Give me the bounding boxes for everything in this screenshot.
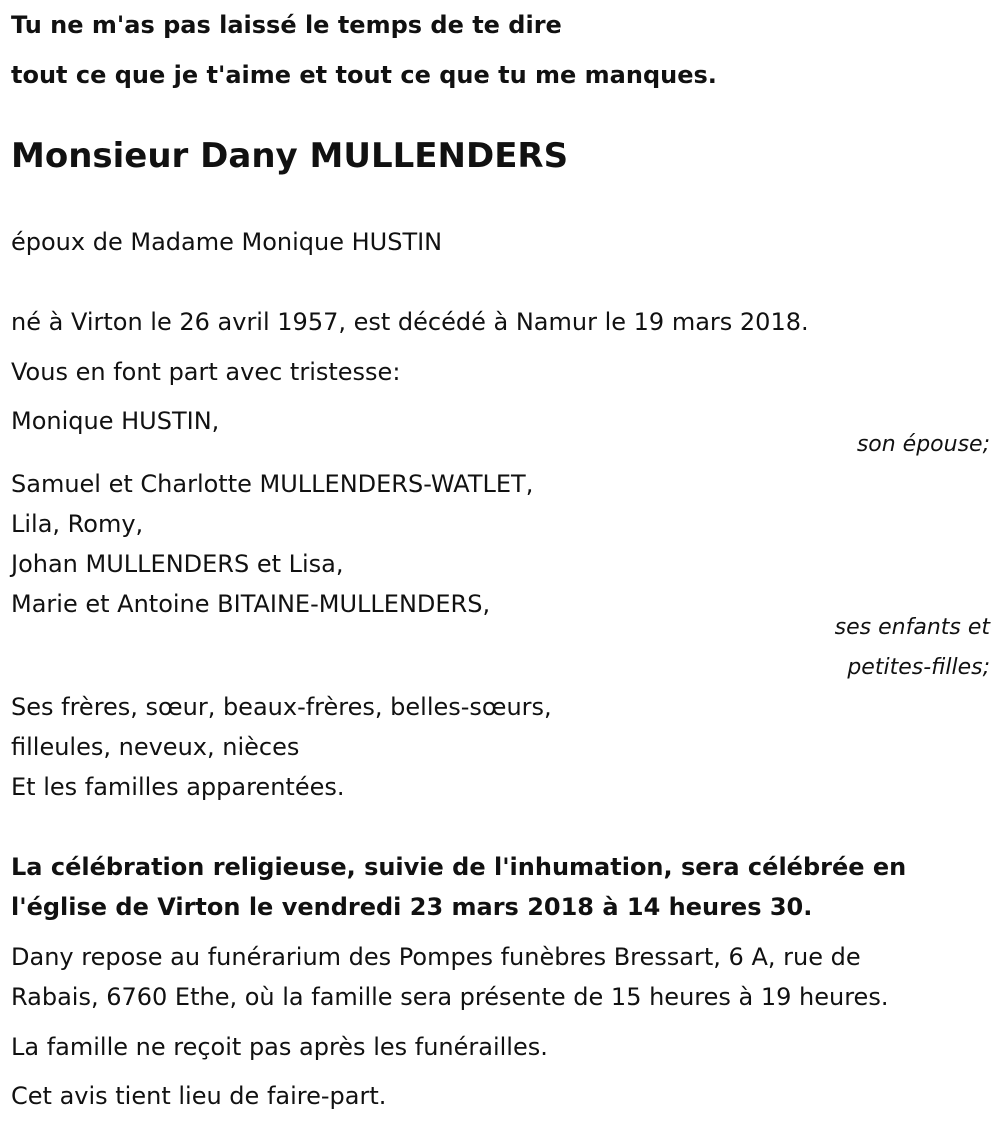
epigraph-line-2: tout ce que je t'aime et tout ce que tu me manques. (11, 61, 717, 89)
birth-death-line: né à Virton le 26 avril 1957, est décédé à Namur le 19 mars 2018. (11, 308, 809, 336)
deceased-name: Monsieur Dany MULLENDERS (11, 136, 569, 176)
spouse-name: Monique HUSTIN, (11, 407, 220, 435)
relatives-line: Et les familles apparentées. (11, 773, 345, 801)
ceremony-line-2: l'église de Virton le vendredi 23 mars 2018 à 14 heures 30. (11, 893, 813, 921)
spouse-line: époux de Madame Monique HUSTIN (11, 228, 443, 256)
child-line: Lila, Romy, (11, 510, 144, 538)
relatives-line: Ses frères, sœur, beaux-frères, belles-sœurs, (11, 693, 552, 721)
no-reception-line: La famille ne reçoit pas après les funérailles. (11, 1033, 548, 1061)
child-line: Johan MULLENDERS et Lisa, (11, 550, 344, 578)
child-line: Samuel et Charlotte MULLENDERS-WATLET, (11, 470, 534, 498)
relatives-line: filleules, neveux, nièces (11, 733, 300, 761)
epigraph-line-1: Tu ne m'as pas laissé le temps de te dire (11, 11, 562, 39)
announcement-intro: Vous en font part avec tristesse: (11, 358, 401, 386)
children-role-line-2: petites-filles; (847, 655, 990, 680)
notice-line: Cet avis tient lieu de faire-part. (11, 1082, 387, 1110)
child-line: Marie et Antoine BITAINE-MULLENDERS, (11, 590, 491, 618)
spouse-role: son épouse; (856, 432, 990, 457)
ceremony-line-1: La célébration religieuse, suivie de l'inhumation, sera célébrée en (11, 853, 907, 881)
funeral-home-line-2: Rabais, 6760 Ethe, où la famille sera présente de 15 heures à 19 heures. (11, 983, 889, 1011)
children-role-line-1: ses enfants et (834, 615, 990, 640)
funeral-home-line-1: Dany repose au funérarium des Pompes funèbres Bressart, 6 A, rue de (11, 943, 861, 971)
